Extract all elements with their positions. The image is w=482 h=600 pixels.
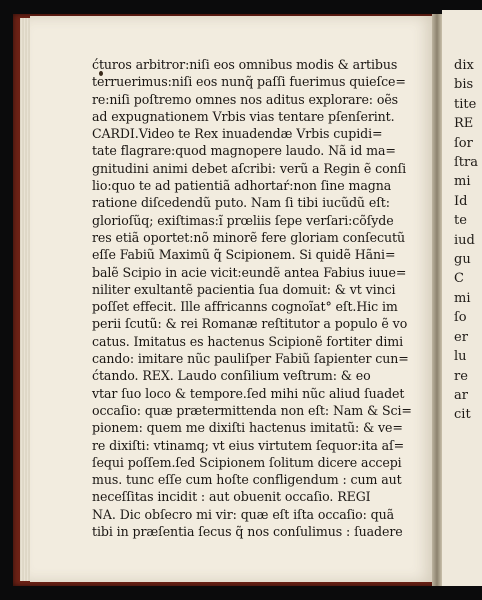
next-page-line: mi — [454, 290, 471, 306]
next-page-line: gu — [454, 252, 471, 268]
text-line: NA. Dic obſecro mi vir: quæ eſt iſta occaſio: quã — [92, 506, 395, 522]
next-page-line: te — [454, 213, 467, 229]
next-page-line: RE — [454, 116, 474, 132]
text-line: perii ſcutũ: & rei Romanæ reſtitutor a populo ẽ vo — [92, 316, 408, 332]
next-page-line: ar — [454, 387, 468, 403]
text-line: pionem: quem me dixiſti hactenus imitatũ: & ve= — [92, 420, 403, 436]
text-line: ad expugnationem Vrbis vias tentare pſenſerint. — [92, 108, 395, 124]
text-line: re:niſi poſtremo omnes nos aditus explorare: oẽs — [92, 91, 399, 107]
book-gutter — [432, 14, 442, 586]
next-page-line: ſtra — [454, 155, 479, 171]
page-text-block — [92, 56, 422, 540]
text-line: eſſe Fabiũ Maximũ q̃ Scipionem. Si quidẽ Hãni= — [92, 247, 396, 263]
text-line: occaſio: quæ prætermittenda non eſt: Nam & Sci= — [92, 402, 412, 418]
next-page-line: re — [454, 368, 468, 384]
text-line: niliter exultantẽ pacientia ſua domuit: & vt vinci — [92, 281, 396, 297]
text-line: cando: imitare nũc pauliſper Fabiũ ſapienter cun= — [92, 351, 409, 367]
text-line: mus. tunc eſſe cum hoſte confligendum : cum aut — [92, 472, 402, 488]
text-line: lio:quo te ad patientiã adhortaŕ:non ſine magna — [92, 178, 392, 194]
text-line: balẽ Scipio in acie vicit:eundẽ antea Fabius iuue= — [92, 264, 407, 280]
text-line: ćtando. REX. Laudo conſilium veſtrum: & eo — [92, 368, 371, 384]
text-line: re dixiſti: vtinamq; vt eius virtutem ſequor:ita aſ= — [92, 437, 405, 453]
text-line: neceſſitas incidit : aut obuenit occaſio. REGI — [92, 489, 371, 505]
text-line: terruerimus:niſi eos nunq̃ paſſi fuerimus quieſce= — [92, 74, 406, 90]
next-page-line: lu — [454, 349, 467, 365]
text-line: glorioſũq; exiſtimas:ĩ prœliis ſepe verſari:cõſyde — [92, 212, 394, 228]
text-line: vtar ſuo loco & tempore.ſed mihi nũc aliud ſuadet — [92, 385, 405, 401]
text-line: catus. Imitatus es hactenus Scipionẽ fortiter dimi — [92, 333, 404, 349]
next-page-line: C — [454, 271, 464, 287]
text-line: gnitudini animi debet aſcribi: verũ a Regin ẽ conſi — [92, 160, 407, 176]
next-page-line: bis — [454, 77, 474, 93]
text-line: tibi in præſentia ſecus q̃ nos conſulimus : ſuadere — [92, 524, 403, 540]
next-page-line: er — [454, 329, 468, 345]
text-line: poſſet effecit. Ille affricanns cognoĩat° eſt.Hic im — [92, 299, 398, 315]
next-page-line: Id — [454, 193, 468, 209]
next-page-line: ſor — [454, 135, 473, 151]
text-line: CARDI.Video te Rex inuadendæ Vrbis cupidi= — [92, 126, 383, 142]
right-page-text — [442, 56, 478, 425]
text-line: ratione diſcedendũ puto. Nam ſi tibi iucũdũ eſt: — [92, 195, 390, 211]
next-page-line: dix — [454, 58, 474, 73]
next-page-line: mi — [454, 174, 471, 190]
next-page-line: cit — [454, 407, 471, 423]
text-line: tate flagrare:quod magnopere laudo. Nã id ma= — [92, 143, 396, 159]
text-line: ćturos arbitror:niſi eos omnibus modis & artibus — [92, 57, 398, 72]
next-page-line: tite — [454, 96, 477, 112]
next-page-line: iud — [454, 232, 475, 248]
next-page-line: ſo — [454, 310, 467, 326]
text-line: res etiã oportet:nõ minorẽ fere gloriam conſecutũ — [92, 229, 405, 245]
right-page-partial — [442, 10, 482, 586]
text-line: ſequi poſſem.ſed Scipionem ſolitum dicere accepi — [92, 454, 402, 470]
